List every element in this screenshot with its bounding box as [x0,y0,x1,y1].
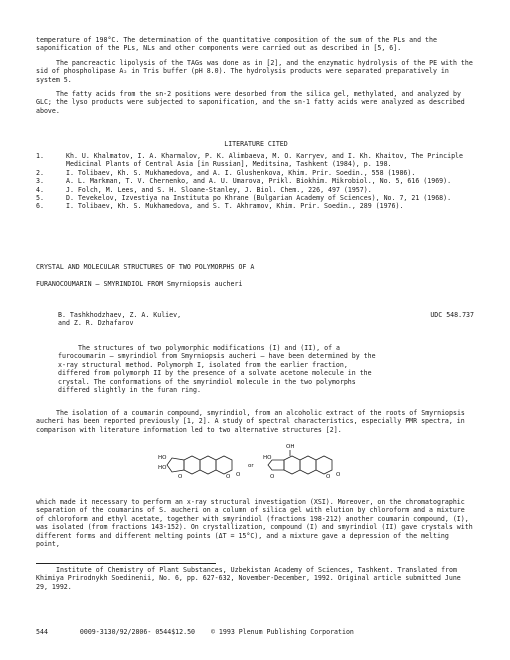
page-footer [36,628,476,636]
structure-label-ho: HO [158,465,167,471]
reference-text: A. L. Markman, T. V. Chernenko, and A. U. Umarova, Prikl. Biokhim. Mikrobiol., No. 5, 616 (1969). [66,177,452,186]
structure-label-oh: OH [286,444,295,450]
reference-list [36,152,476,211]
structure-label-o: O [226,474,231,480]
body-continuation-text: which made it necessary to perform an x-ray structural investigation (XSI). Moreover, on the chromatographic separation of the coumarins of S. aucheri on a column of silica gel with elution by chloroform and a mixture of chloroform and ethyl acetate, together with smyrindiol (fractions 198-212) another coumarin compound, (I), was isolated (from fractions 143-152). On crystallization, compound (I) and smyrindiol (II) gave crystals with different forms and different melting points (ΔT = 15°C), and a mixture gave a depression of the melting point, [36,498,473,549]
reference-item [36,186,476,194]
literature-heading: LITERATURE CITED [224,140,288,148]
reference-number: 3. [36,177,44,186]
udc-code: UDC 548.737 [430,311,474,319]
reference-number: 6. [36,202,44,211]
structure-label-ho: HO [263,455,272,461]
article-title-line1: CRYSTAL AND MOLECULAR STRUCTURES OF TWO POLYMORPHS OF A [36,263,255,271]
publication-code: 0009-3130/92/2806- 0544$12.50 [79,628,196,636]
reference-item [36,177,476,185]
footnote-text: Institute of Chemistry of Plant Substances, Uzbekistan Academy of Sciences, Tashkent. Translated from Khimiya Prirodnykh Soedinenii, No. 6, pp. 627-632, November-December, 1992. Original article submitted June 29, 1992. [36,566,461,591]
reference-number: 4. [36,185,44,194]
top-paragraphs [36,36,476,115]
abstract [58,344,378,394]
reference-number: 2. [36,168,44,177]
paragraph-lipolysis: The pancreactic lipolysis of the TAGs was done as in [2], and the enzymatic hydrolysis of the PE with the sid of phospholipase A₂ in Tris buffer (pH 8.0). The hydrolysis products were separated preparatively in system 5. [36,58,473,84]
reference-text: I. Tolibaev, Kh. S. Mukhamedova, and A. I. Glushenkova, Khim. Prir. Soedin., 558 (1986). [66,168,416,177]
structure-label-or: or [248,463,254,469]
chemical-structures [140,442,380,496]
introduction-text: The isolation of a coumarin compound, smyrindiol, from an alcoholic extract of the roots of Smyrniopsis aucheri has been reported previously [1, 2]. A study of spectral characteristics, especially PMR spectra, in comparison with literature information led to two alternative structures [2]. [36,409,465,434]
footnote [36,566,476,591]
body-continuation [36,498,476,548]
authors-line2: and Z. R. Dzhafarov [58,319,134,328]
introduction [36,409,476,434]
structure-label-o: O [336,472,341,478]
structure-label-ho: HO [158,455,167,461]
article-title-line2: FURANOCOUMARIN — SMYRINDIOL FROM Smyrniopsis aucheri [36,280,243,289]
authors-line1: B. Tashkhodzhaev, Z. A. Kuliev, [58,311,182,319]
reference-item [36,194,476,202]
abstract-text: The structures of two polymorphic modifications (I) and (II), of a furocoumarin — smyrindiol from Smyrniopsis aucheri — have been determined by the x-ray structural method. Polymorph I, isolated from the earlier fraction, differed from polymorph II by the presence of a solvate acetone molecule in the crystal. The conformations of the smyrindiol molecule in the two polymorphs differed slightly in the furan ring. [58,344,376,395]
structure-label-o: O [178,474,183,480]
reference-number: 5. [36,194,44,203]
authors [58,311,358,328]
reference-text: Kh. U. Khalmatov, I. A. Kharmalov, P. K. Alimbaeva, M. O. Karryev, and I. Kh. Khaitov, The Principle Medicinal Plants of Central Asia [in Russian], Meditsina, Tashkent (1984), p. 198. [66,152,463,169]
structure-label-o: O [326,474,331,480]
reference-text: I. Tolibaev, Kh. S. Mukhamedova, and S. T. Akhramov, Khim. Prir. Soedin., 289 (1976). [66,202,404,211]
article-title [36,263,476,298]
reference-number: 1. [36,152,44,160]
paragraph-fatty-acids: The fatty acids from the sn-2 positions were desorbed from the silica gel, methylated, and analyzed by GLC; the lyso products were subjected to saponification, and the sn-1 fatty acids were analyzed as described above. [36,90,465,115]
reference-item [36,202,476,210]
copyright-notice: © 1993 Plenum Publishing Corporation [210,628,354,636]
reference-text: J. Folch, M. Lees, and S. H. Sloane-Stanley, J. Biol. Chem., 226, 497 (1957). [66,185,372,194]
reference-text: D. Tevekelov, Izvestiya na Instituta po Khrane (Bulgarian Academy of Sciences), No. 7, 21 (1968). [66,194,452,203]
footnote-divider [36,563,216,564]
structure-label-o: O [270,474,275,480]
page-number: 544 [36,628,48,636]
paragraph-continuation: temperature of 198°C. The determination of the quantitative composition of the sum of the PLs and the saponification of the PLs, NLs and other components were carried out as described in [5, 6]. [36,36,437,53]
reference-item [36,152,476,169]
structure-label-o: O [236,472,241,478]
reference-item [36,169,476,177]
